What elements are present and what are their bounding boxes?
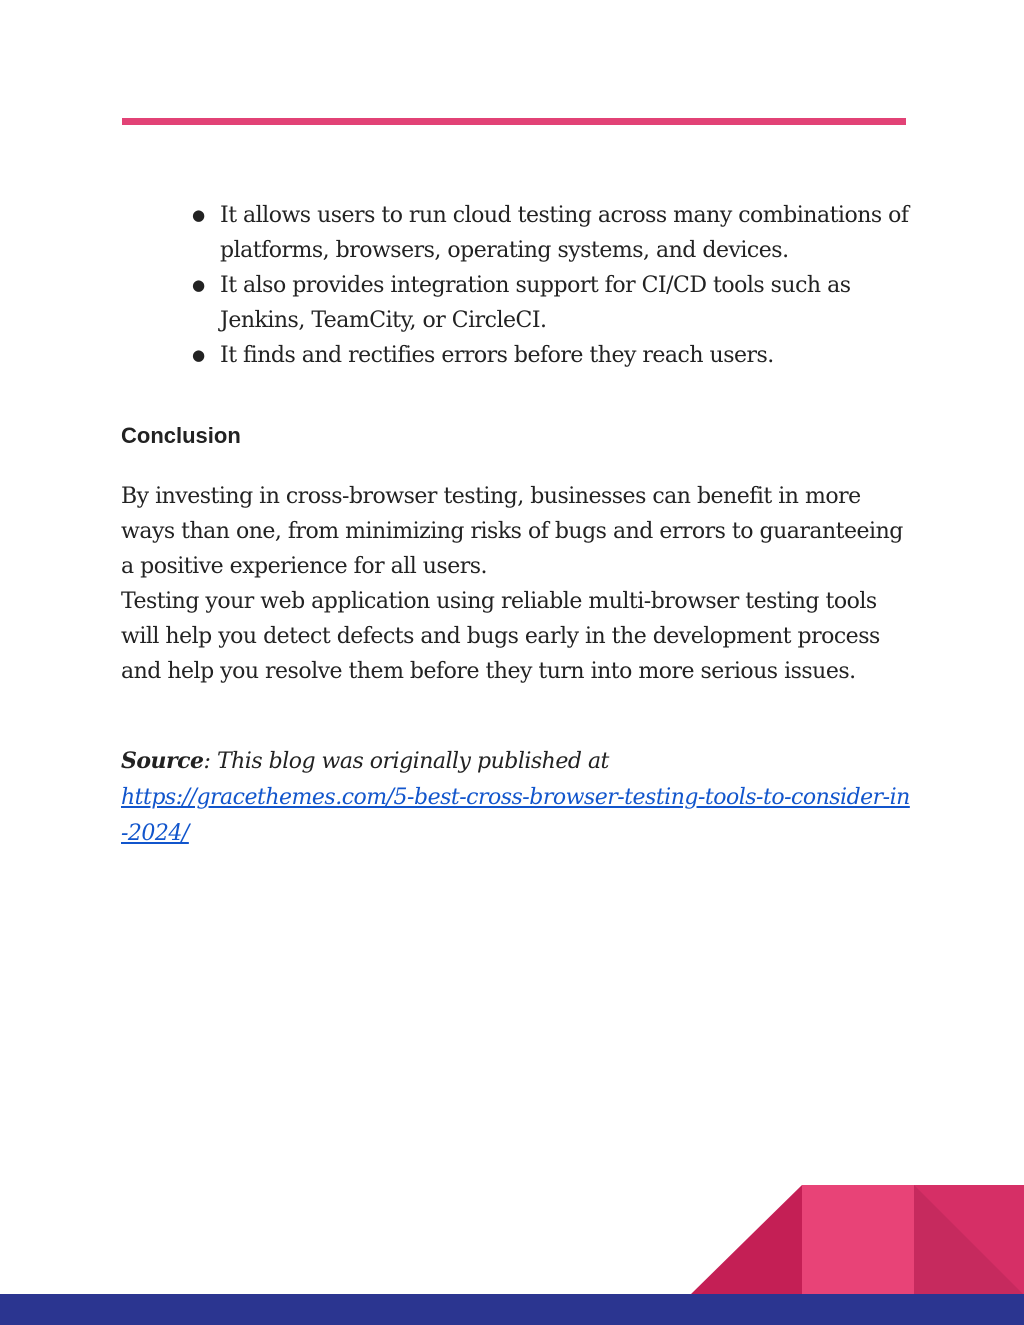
source-text: : This blog was originally published at [203,749,609,774]
source-link[interactable]: https://gracethemes.com/5-best-cross-browser-testing-tools-to-consider-in-2024/ [121,785,910,846]
corner-decoration [690,1185,1024,1295]
conclusion-paragraph-1: By investing in cross-browser testing, businesses can benefit in more ways than one, from minimizing risks of bugs and errors to guaranteeing a positive experience for all users. [121,484,903,579]
bullet-icon: ● [192,346,205,364]
feature-bullet-list [190,198,910,373]
conclusion-paragraph-2: Testing your web application using reliable multi-browser testing tools will help you detect defects and bugs early in the development process and help you resolve them before they turn into more serious issues. [121,589,880,684]
footer-bar [0,1294,1024,1325]
source-attribution [121,743,911,852]
list-item [190,198,910,268]
bullet-icon: ● [192,276,205,294]
corner-triangle-dark [690,1185,802,1295]
conclusion-heading: Conclusion [121,423,241,448]
list-item [190,268,910,338]
source-label: Source [121,748,204,774]
list-item [190,338,910,373]
corner-square-pink [802,1185,914,1295]
bullet-icon: ● [192,206,205,224]
list-item-text: It allows users to run cloud testing across many combinations of platforms, browsers, operating systems, and devices. [220,203,909,263]
top-accent-rule [122,118,906,125]
list-item-text: It also provides integration support for CI/CD tools such as Jenkins, TeamCity, or CircleCI. [220,273,851,333]
list-item-text: It finds and rectifies errors before they reach users. [220,343,774,368]
